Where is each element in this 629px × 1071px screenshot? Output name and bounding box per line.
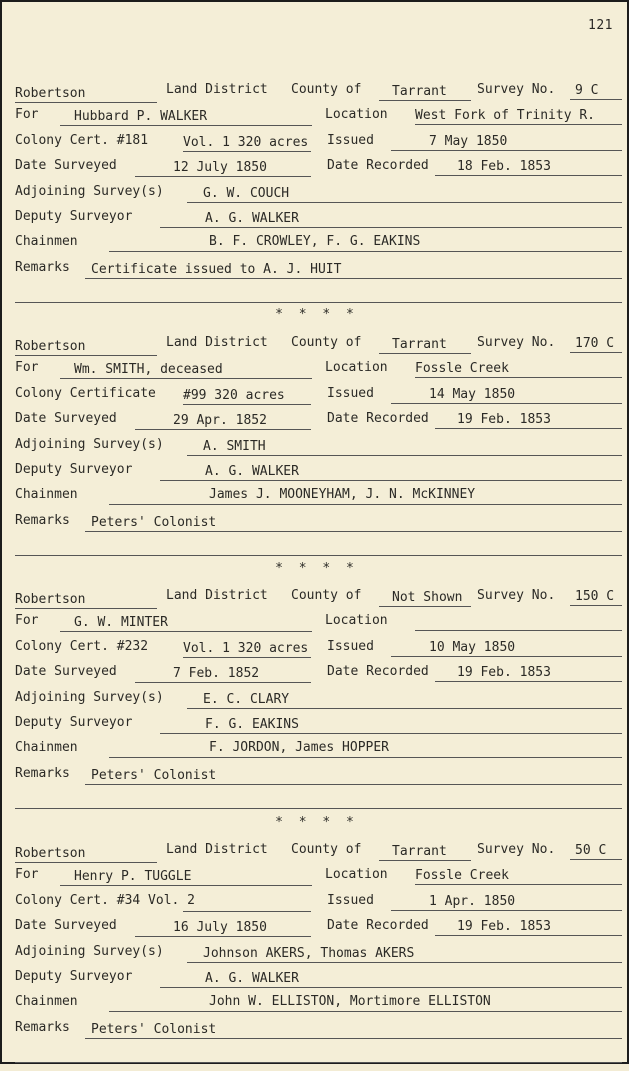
district-underline — [15, 608, 157, 609]
issued-value: 7 May 1850 — [429, 133, 508, 149]
remarks-underline — [85, 531, 622, 532]
district-value: Robertson — [15, 86, 86, 101]
blank-underline — [15, 555, 622, 556]
for-row — [15, 360, 622, 385]
adjoining-label: Adjoining Survey(s) — [15, 436, 164, 452]
chainmen-underline — [109, 251, 622, 252]
deputy-label: Deputy Surveyor — [15, 968, 133, 984]
for-value: G. W. MINTER — [74, 615, 168, 631]
for-underline — [60, 125, 312, 126]
survey-no-value: 170 C — [575, 336, 615, 351]
adjoining-label: Adjoining Survey(s) — [15, 183, 164, 199]
colony-cert-value: #99 320 acres — [183, 387, 285, 403]
remarks-row — [15, 513, 622, 538]
issued-value: 14 May 1850 — [429, 386, 516, 402]
remarks-underline — [85, 1038, 622, 1039]
dates-row — [15, 664, 622, 689]
adjoining-row — [15, 690, 622, 715]
date-recorded-label: Date Recorded — [327, 411, 429, 427]
survey-record — [15, 335, 622, 564]
chainmen-underline — [109, 757, 622, 758]
page-number: 121 — [588, 18, 613, 33]
remarks-value: Peters' Colonist — [91, 767, 217, 783]
survey-no-label: Survey No. — [477, 588, 556, 603]
county-value: Tarrant — [392, 844, 447, 859]
adjoining-value: E. C. CLARY — [203, 691, 290, 707]
survey-no-value: 150 C — [575, 589, 615, 604]
date-recorded-value: 19 Feb. 1853 — [457, 412, 551, 428]
date-surveyed-underline — [135, 176, 311, 177]
adjoining-row — [15, 184, 622, 209]
colony-cert-label: Colony Cert. #181 — [15, 132, 149, 148]
location-label: Location — [325, 360, 388, 376]
deputy-label: Deputy Surveyor — [15, 208, 133, 224]
survey-record — [15, 588, 622, 817]
remarks-label: Remarks — [15, 765, 70, 781]
header-row — [15, 588, 622, 613]
colony-row — [15, 133, 622, 158]
county-value: Not Shown — [392, 590, 463, 605]
deputy-row — [15, 969, 622, 994]
adjoining-row — [15, 437, 622, 462]
adjoining-label: Adjoining Survey(s) — [15, 943, 164, 959]
colony-underline — [183, 151, 311, 152]
county-underline — [379, 353, 471, 354]
remarks-continuation — [15, 1045, 622, 1070]
survey-no-value: 50 C — [575, 843, 607, 858]
date-recorded-underline — [435, 428, 622, 429]
adjoining-row — [15, 944, 622, 969]
survey-record — [15, 842, 622, 1071]
for-row — [15, 107, 622, 132]
deputy-row — [15, 715, 622, 740]
for-label: For — [15, 613, 39, 629]
for-underline — [60, 631, 312, 632]
issued-underline — [391, 910, 622, 911]
issued-label: Issued — [327, 892, 374, 908]
deputy-label: Deputy Surveyor — [15, 461, 133, 477]
chainmen-label: Chainmen — [15, 740, 78, 756]
chainmen-label: Chainmen — [15, 994, 78, 1010]
remarks-label: Remarks — [15, 512, 70, 528]
district-value: Robertson — [15, 592, 86, 607]
date-surveyed-underline — [135, 936, 311, 937]
issued-value: 10 May 1850 — [429, 639, 516, 655]
blank-underline — [15, 1062, 622, 1063]
date-surveyed-label: Date Surveyed — [15, 664, 117, 680]
date-recorded-underline — [435, 935, 622, 936]
date-surveyed-value: 16 July 1850 — [173, 920, 267, 936]
remarks-value: Peters' Colonist — [91, 514, 217, 530]
county-label: County of — [291, 335, 362, 350]
chainmen-row — [15, 740, 622, 765]
deputy-value: A. G. WALKER — [205, 210, 299, 226]
for-value: Wm. SMITH, deceased — [74, 362, 223, 378]
chainmen-value: John W. ELLISTON, Mortimore ELLISTON — [209, 994, 491, 1010]
adjoining-underline — [187, 962, 622, 963]
county-value: Tarrant — [392, 84, 447, 99]
deputy-underline — [160, 733, 622, 734]
header-row — [15, 842, 622, 867]
district-value: Robertson — [15, 339, 86, 354]
remarks-row — [15, 766, 622, 791]
issued-underline — [391, 656, 622, 657]
county-underline — [379, 100, 471, 101]
colony-row — [15, 893, 622, 918]
remarks-label: Remarks — [15, 1019, 70, 1035]
survey-no-underline — [570, 352, 622, 353]
for-row — [15, 867, 622, 892]
district-underline — [15, 102, 157, 103]
chainmen-label: Chainmen — [15, 487, 78, 503]
record-separator: * * * * — [275, 561, 358, 576]
for-underline — [60, 885, 312, 886]
colony-cert-value: Vol. 1 320 acres — [183, 134, 309, 150]
colony-underline — [183, 404, 311, 405]
remarks-continuation — [15, 538, 622, 563]
adjoining-value: Johnson AKERS, Thomas AKERS — [203, 945, 415, 961]
remarks-underline — [85, 278, 622, 279]
chainmen-value: F. JORDON, James HOPPER — [209, 740, 390, 756]
deputy-value: A. G. WALKER — [205, 970, 299, 986]
issued-underline — [391, 403, 622, 404]
location-label: Location — [325, 867, 388, 883]
for-label: For — [15, 360, 39, 376]
location-label: Location — [325, 107, 388, 123]
remarks-row — [15, 260, 622, 285]
deputy-label: Deputy Surveyor — [15, 714, 133, 730]
colony-cert-label: Colony Cert. #232 — [15, 638, 149, 654]
deputy-underline — [160, 480, 622, 481]
date-surveyed-underline — [135, 429, 311, 430]
date-recorded-value: 18 Feb. 1853 — [457, 159, 551, 175]
survey-no-value: 9 C — [575, 83, 599, 98]
deputy-value: F. G. EAKINS — [205, 716, 299, 732]
dates-row — [15, 411, 622, 436]
dates-row — [15, 158, 622, 183]
deputy-value: A. G. WALKER — [205, 463, 299, 479]
chainmen-row — [15, 487, 622, 512]
district-underline — [15, 355, 157, 356]
survey-no-underline — [570, 859, 622, 860]
adjoining-underline — [187, 202, 622, 203]
chainmen-value: James J. MOONEYHAM, J. N. McKINNEY — [209, 487, 476, 503]
remarks-value: Certificate issued to A. J. HUIT — [91, 261, 342, 277]
remarks-row — [15, 1020, 622, 1045]
colony-cert-label: Colony Cert. #34 Vol. 2 — [15, 892, 196, 908]
date-surveyed-underline — [135, 682, 311, 683]
adjoining-value: A. SMITH — [203, 438, 266, 454]
adjoining-underline — [187, 455, 622, 456]
county-label: County of — [291, 82, 362, 97]
survey-no-label: Survey No. — [477, 335, 556, 350]
district-underline — [15, 862, 157, 863]
land-district-label: Land District — [166, 335, 268, 350]
county-underline — [379, 860, 471, 861]
adjoining-value: G. W. COUCH — [203, 185, 290, 201]
colony-cert-label: Colony Certificate — [15, 385, 156, 401]
chainmen-row — [15, 234, 622, 259]
colony-underline — [183, 911, 311, 912]
land-district-label: Land District — [166, 82, 268, 97]
date-recorded-underline — [435, 681, 622, 682]
survey-no-underline — [570, 99, 622, 100]
survey-no-underline — [570, 605, 622, 606]
date-surveyed-value: 29 Apr. 1852 — [173, 413, 267, 429]
colony-underline — [183, 657, 311, 658]
dates-row — [15, 918, 622, 943]
issued-label: Issued — [327, 385, 374, 401]
county-value: Tarrant — [392, 337, 447, 352]
land-district-label: Land District — [166, 842, 268, 857]
date-recorded-label: Date Recorded — [327, 158, 429, 174]
chainmen-underline — [109, 504, 622, 505]
record-separator: * * * * — [275, 815, 358, 830]
deputy-underline — [160, 987, 622, 988]
remarks-underline — [85, 784, 622, 785]
colony-cert-value: Vol. 1 320 acres — [183, 640, 309, 656]
remarks-continuation — [15, 791, 622, 816]
issued-value: 1 Apr. 1850 — [429, 893, 516, 909]
date-surveyed-value: 12 July 1850 — [173, 160, 267, 176]
issued-label: Issued — [327, 638, 374, 654]
remarks-label: Remarks — [15, 259, 70, 275]
for-value: Henry P. TUGGLE — [74, 869, 192, 885]
adjoining-underline — [187, 708, 622, 709]
date-surveyed-label: Date Surveyed — [15, 918, 117, 934]
blank-underline — [15, 302, 622, 303]
for-value: Hubbard P. WALKER — [74, 109, 208, 125]
deputy-underline — [160, 227, 622, 228]
date-recorded-label: Date Recorded — [327, 664, 429, 680]
record-separator: * * * * — [275, 307, 358, 322]
county-underline — [379, 606, 471, 607]
deputy-row — [15, 209, 622, 234]
issued-label: Issued — [327, 132, 374, 148]
date-surveyed-value: 7 Feb. 1852 — [173, 666, 260, 682]
location-value: Fossle Creek — [415, 361, 509, 377]
location-underline — [415, 884, 622, 885]
chainmen-underline — [109, 1011, 622, 1012]
land-district-label: Land District — [166, 588, 268, 603]
for-underline — [60, 378, 312, 379]
for-row — [15, 613, 622, 638]
deputy-row — [15, 462, 622, 487]
for-label: For — [15, 107, 39, 123]
date-recorded-value: 19 Feb. 1853 — [457, 665, 551, 681]
location-underline — [415, 124, 622, 125]
date-recorded-value: 19 Feb. 1853 — [457, 919, 551, 935]
issued-underline — [391, 150, 622, 151]
chainmen-row — [15, 994, 622, 1019]
colony-row — [15, 639, 622, 664]
location-value: West Fork of Trinity R. — [415, 108, 596, 124]
date-surveyed-label: Date Surveyed — [15, 158, 117, 174]
location-value: Fossle Creek — [415, 868, 509, 884]
survey-no-label: Survey No. — [477, 842, 556, 857]
adjoining-label: Adjoining Survey(s) — [15, 689, 164, 705]
county-label: County of — [291, 588, 362, 603]
date-recorded-underline — [435, 175, 622, 176]
chainmen-value: B. F. CROWLEY, F. G. EAKINS — [209, 234, 421, 250]
survey-record — [15, 82, 622, 311]
blank-underline — [15, 808, 622, 809]
colony-row — [15, 386, 622, 411]
remarks-value: Peters' Colonist — [91, 1021, 217, 1037]
for-label: For — [15, 867, 39, 883]
district-value: Robertson — [15, 846, 86, 861]
location-underline — [415, 377, 622, 378]
location-underline — [415, 630, 622, 631]
date-recorded-label: Date Recorded — [327, 918, 429, 934]
county-label: County of — [291, 842, 362, 857]
date-surveyed-label: Date Surveyed — [15, 411, 117, 427]
chainmen-label: Chainmen — [15, 234, 78, 250]
location-label: Location — [325, 613, 388, 629]
header-row — [15, 82, 622, 107]
survey-no-label: Survey No. — [477, 82, 556, 97]
header-row — [15, 335, 622, 360]
